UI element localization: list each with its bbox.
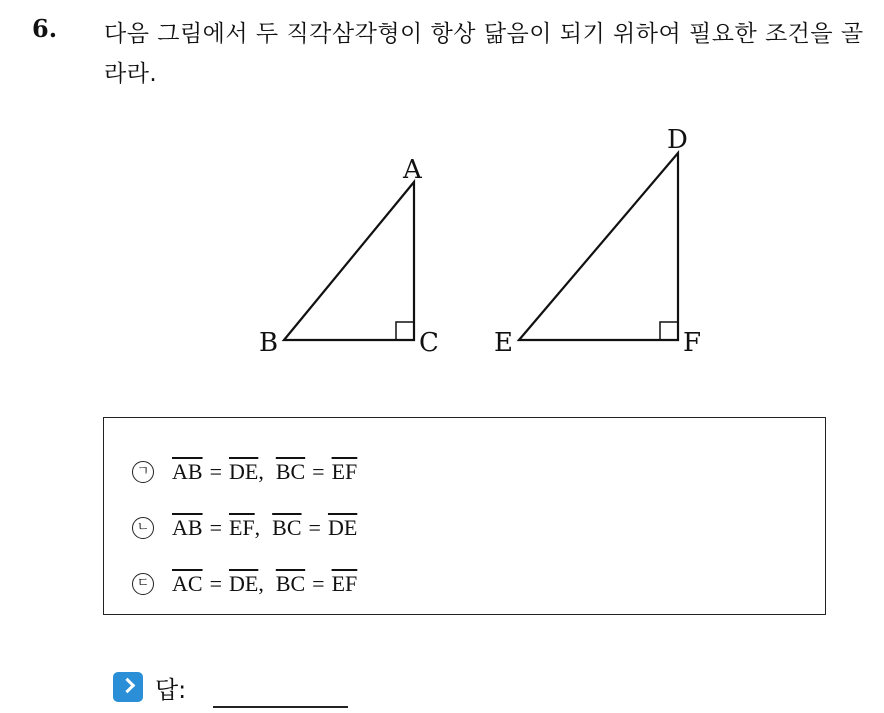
choice-2 <box>132 512 357 544</box>
question-text: 다음 그림에서 두 직각삼각형이 항상 닮음이 되기 위하여 필요한 조건을 골라라. <box>104 21 864 87</box>
right-angle-mark-f <box>660 322 678 340</box>
segment: $\overline{AB}$ <box>172 515 203 540</box>
vertex-d: D <box>667 125 688 155</box>
equals-sign: = <box>209 571 222 596</box>
arrow-right-icon <box>113 672 143 702</box>
answer-label: 답: <box>155 675 187 704</box>
comma: , <box>254 515 261 540</box>
equals-sign: = <box>209 459 222 484</box>
segment: $\overline{DE}$ <box>327 515 358 540</box>
triangle-def <box>519 153 678 340</box>
answer-blank[interactable] <box>213 706 348 708</box>
vertex-e: E <box>494 328 513 358</box>
answer-area <box>113 670 186 704</box>
comma: , <box>258 459 264 484</box>
segment: $\overline{AC}$ <box>172 571 203 596</box>
choices-box <box>103 417 826 615</box>
segment: $\overline{DE}$ <box>228 571 259 596</box>
equals-sign: = <box>209 515 222 540</box>
segment: $\overline{BC}$ <box>272 515 302 540</box>
choice-marker: ㄷ <box>132 573 154 595</box>
segment: $\overline{DE}$ <box>228 459 259 484</box>
segment: $\overline{EF}$ <box>228 515 255 540</box>
vertex-f: F <box>683 328 702 358</box>
segment: $\overline{EF}$ <box>331 459 358 484</box>
vertex-a: A <box>403 155 422 185</box>
equals-sign: = <box>308 515 321 540</box>
triangle-abc <box>284 182 414 340</box>
segment: $\overline{EF}$ <box>331 571 358 596</box>
right-angle-mark-c <box>396 322 414 340</box>
equals-sign: = <box>312 571 325 596</box>
segment: $\overline{BC}$ <box>275 571 306 596</box>
choice-3 <box>132 568 357 600</box>
choice-1 <box>132 456 357 488</box>
choice-marker: ㄱ <box>132 461 154 483</box>
equals-sign: = <box>312 459 325 484</box>
segment: $\overline{AB}$ <box>172 459 203 484</box>
vertex-c: C <box>419 328 439 358</box>
vertex-b: B <box>259 328 279 358</box>
segment: $\overline{BC}$ <box>275 459 306 484</box>
comma: , <box>258 571 264 596</box>
question-number: 6. <box>32 14 58 43</box>
choice-marker: ㄴ <box>132 517 154 539</box>
